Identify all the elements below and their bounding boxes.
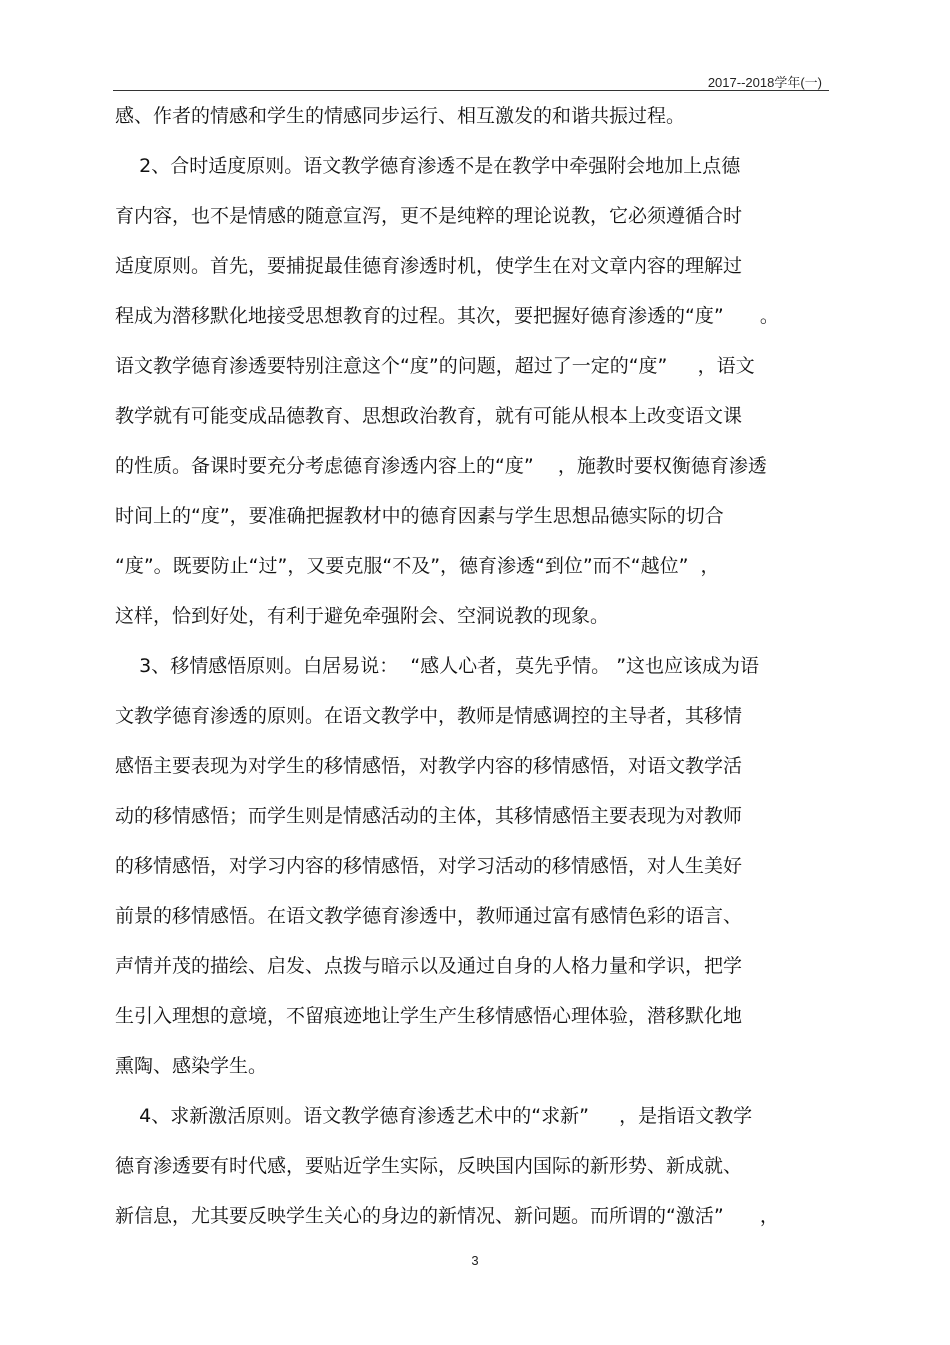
text-line: 新信息，尤其要反映学生关心的身边的新情况、新问题。而所谓的“激活” ， xyxy=(115,1205,779,1227)
text-line: 熏陶、感染学生。 xyxy=(115,1055,268,1077)
page-header: 2017--2018学年(一) xyxy=(707,75,822,90)
text-line: 适度原则。首先，要捕捉最佳德育渗透时机，使学生在对文章内容的理解过 xyxy=(115,255,743,277)
text-line: 的移情感悟，对学习内容的移情感悟，对学习活动的移情感悟，对人生美好 xyxy=(115,855,743,877)
text-line: 程成为潜移默化地接受思想教育的过程。其次，要把握好德育渗透的“度” 。 xyxy=(115,305,779,327)
text-line: 生引入理想的意境，不留痕迹地让学生产生移情感悟心理体验，潜移默化地 xyxy=(115,1005,743,1027)
header-divider xyxy=(113,90,829,91)
text-line: 声情并茂的描绘、启发、点拨与暗示以及通过自身的人格力量和学识，把学 xyxy=(115,955,743,977)
text-line: 语文教学德育渗透要特别注意这个“度”的问题，超过了一定的“度” ，语文 xyxy=(115,355,755,377)
text-line: 教学就有可能变成品德教育、思想政治教育，就有可能从根本上改变语文课 xyxy=(115,405,743,427)
text-line: 4、求新激活原则。语文教学德育渗透艺术中的“求新” ，是指语文教学 xyxy=(115,1105,753,1127)
text-line: 这样，恰到好处，有利于避免牵强附会、空洞说教的现象。 xyxy=(115,605,610,627)
text-line: 前景的移情感悟。在语文教学德育渗透中，教师通过富有感情色彩的语言、 xyxy=(115,905,743,927)
text-line: 感、作者的情感和学生的情感同步运行、相互激发的和谐共振过程。 xyxy=(115,105,686,127)
text-line: 文教学德育渗透的原则。在语文教学中，教师是情感调控的主导者，其移情 xyxy=(115,705,743,727)
text-line: 3、移情感悟原则。白居易说： “感人心者，莫先乎情。 ”这也应该成为语 xyxy=(115,655,760,677)
text-line: 的性质。备课时要充分考虑德育渗透内容上的“度” ，施教时要权衡德育渗透 xyxy=(115,455,767,477)
text-line: 感悟主要表现为对学生的移情感悟，对教学内容的移情感悟，对语文教学活 xyxy=(115,755,743,777)
text-line: 时间上的“度”，要准确把握教材中的德育因素与学生思想品德实际的切合 xyxy=(115,505,724,527)
text-line: 育内容，也不是情感的随意宣泻，更不是纯粹的理论说教，它必须遵循合时 xyxy=(115,205,743,227)
page-number: 3 xyxy=(471,1253,479,1268)
text-line: 动的移情感悟；而学生则是情感活动的主体，其移情感悟主要表现为对教师 xyxy=(115,805,743,827)
text-line: “度”。既要防止“过”，又要克服“不及”，德育渗透“到位”而不“越位” ， xyxy=(115,555,720,577)
text-line: 德育渗透要有时代感，要贴近学生实际，反映国内国际的新形势、新成就、 xyxy=(115,1155,743,1177)
text-line: 2、合时适度原则。语文教学德育渗透不是在教学中牵强附会地加上点德 xyxy=(115,155,741,177)
